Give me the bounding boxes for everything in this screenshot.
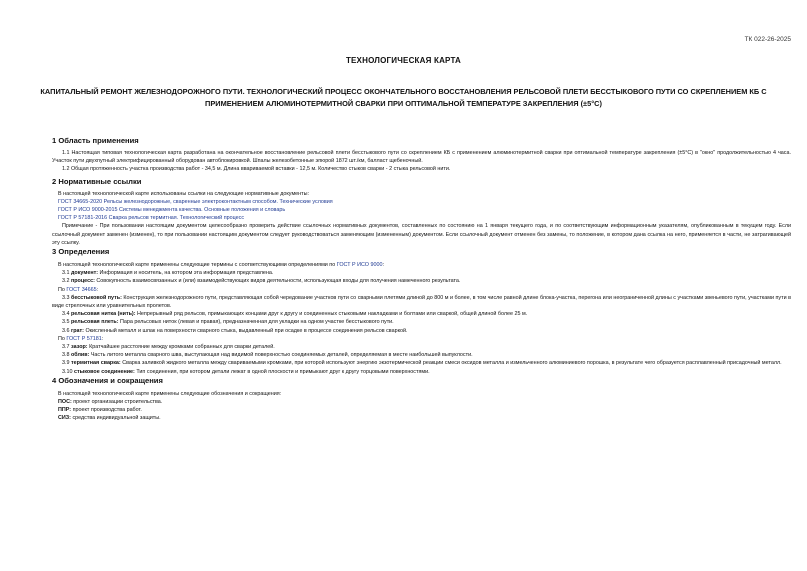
definition-text: Информация и носитель, на котором эта информация представлена. <box>99 270 274 277</box>
definition-number: 3.6 <box>62 327 70 334</box>
section-4-heading: 4 Обозначения и сокращения <box>52 375 163 385</box>
reference-link-gost-34665[interactable]: ГОСТ 34665-2020 Рельсы железнодорожные, сваренные электроконтактным способом. Технические условия <box>58 198 333 205</box>
definition-number: 3.5 <box>62 319 70 326</box>
definition-term: рельсовая плеть: <box>71 319 119 326</box>
definition-number: 3.1 <box>62 270 70 277</box>
abbreviation-ppr <box>52 406 791 414</box>
section-2-note: Примечание - При пользовании настоящим документом целесообразно проверить действие ссылочных нормативных документов, составленных по состоянию на 1 января текущего года, и по соответствующим информационным указателям, опубликованным в текущем году. Если ссылочный документ заменен (изменен), то при пользовании настоящим документом следует руководствоваться заменяющим (измененным) документом. Если ссылочный документ отменен без замены, то положение, в котором дана ссылка на него, применяется в части, не затрагивающей эту ссылку. <box>52 223 791 246</box>
abbreviation-pos <box>52 398 791 406</box>
section-3-intro <box>52 261 791 269</box>
abbreviation-term: ПОС: <box>58 399 72 406</box>
definition-source-gost-57181 <box>52 335 791 343</box>
definition-term: рельсовая нитка (нить): <box>71 311 136 318</box>
definition-3-10 <box>52 368 791 376</box>
definition-text: Сварка заливкой жидкого металла между свариваемыми кромками, при которой используют энергию экзотермической реакции смеси оксидов металла и измельченного алюминиевого порошка, в результате чего образуется расплавленный присадочный металл. <box>122 360 782 367</box>
document-content <box>52 136 791 423</box>
abbreviation-text: проект производства работ. <box>72 407 142 414</box>
definition-number: 3.9 <box>62 360 70 367</box>
definition-text: Кратчайшее расстояние между кромками собранных для сварки деталей. <box>89 344 275 351</box>
abbreviation-term: СИЗ: <box>58 415 71 422</box>
definition-term: бесстыковой путь: <box>71 294 122 301</box>
definition-term: зазор: <box>71 344 88 351</box>
document-main-title: КАПИТАЛЬНЫЙ РЕМОНТ ЖЕЛЕЗНОДОРОЖНОГО ПУТИ. ТЕХНОЛОГИЧЕСКИЙ ПРОЦЕСС ОКОНЧАТЕЛЬНОГО ВОССТАНОВЛЕНИЯ РЕЛЬСОВОЙ ПЛЕТИ БЕССТЫКОВОГО ПУТИ СО СКРЕПЛЕНИЕМ КБ С ПРИМЕНЕНИЕМ АЛЮМИНОТЕРМИТНОЙ СВАРКИ ПРИ ОПТИМАЛЬНОЙ ТЕМПЕРАТУРЕ ЗАКРЕПЛЕНИЯ (±5°С) <box>40 87 767 108</box>
definition-3-4 <box>52 310 791 318</box>
definition-number: 3.3 <box>62 294 70 301</box>
section-3-intro-text: В настоящей технологической карте применены следующие термины с соответствующими определениями по <box>58 262 336 269</box>
document-title: ТЕХНОЛОГИЧЕСКАЯ КАРТА <box>345 56 462 65</box>
definition-source-link-iso-9000[interactable]: ГОСТ Р ИСО 9000 <box>336 262 383 269</box>
definition-number: 3.10 <box>62 368 73 375</box>
reference-link-gost-iso-9000[interactable]: ГОСТ Р ИСО 9000-2015 Системы менеджмента качества. Основные положения и словарь <box>58 207 286 214</box>
definition-source-link-gost-57181[interactable]: ГОСТ Р 57181 <box>66 335 102 342</box>
definition-number: 3.2 <box>62 278 70 285</box>
paragraph-1-2: 1.2 Общая протяженность участка производства работ - 34,5 м. Длина ввариваемой вставки - 12,5 м. Количество стыков сварки - 2 стыка рельсовой нити. <box>62 166 451 173</box>
definition-source-prefix: По <box>58 335 65 342</box>
definition-text: Непрерывный ряд рельсов, примыкающих концами друг к другу и соединенных стыковыми накладками и болтами или сваркой, общей длиной более 25 м. <box>137 311 528 318</box>
definition-source-colon: : <box>96 286 99 293</box>
paragraph-1-1: 1.1 Настоящая типовая технологическая карта разработана на окончательное восстановление рельсовой плети бесстыкового пути со скреплением КБ с применением алюминотермитной сварки при оптимальной температуре закрепления (±5°С) в "окно" продолжительностью 4 часа. Участок пути двухпутный электрифицированный оборудован автоблокировкой. Шпалы железобетонные эпюрой 1872 шт./км, балласт щебеночный. <box>52 150 791 165</box>
definition-3-6 <box>52 327 791 335</box>
definition-3-3 <box>52 294 791 310</box>
section-4-intro: В настоящей технологической карте применены следующие обозначения и сокращения: <box>58 390 282 397</box>
definition-text: Совокупность взаимосвязанных и (или) взаимодействующих видов деятельности, использующая входы для получения намеченного результата. <box>96 278 461 285</box>
definition-term: грат: <box>71 327 84 334</box>
definition-3-9 <box>52 359 791 367</box>
definition-3-2 <box>52 277 791 285</box>
definition-term: процесс: <box>71 278 95 285</box>
definition-text: Часть литого металла сварного шва, выступающая над видимой поверхностью соединяемых деталей, определяемая в месте наибольшей выпуклости. <box>90 352 473 359</box>
section-3-intro-colon: : <box>382 262 384 269</box>
definition-number: 3.4 <box>62 311 70 318</box>
definition-text: Тип соединения, при котором детали лежат в одной плоскости и примыкают друг к другу торцовыми поверхностями. <box>136 368 430 375</box>
definition-source-prefix: По <box>58 286 65 293</box>
definition-source-link-gost-34665[interactable]: ГОСТ 34665 <box>66 286 97 293</box>
definition-text: Пара рельсовых ниток (левая и правая), предназначенная для укладки на одном участке бесстыкового пути. <box>120 319 394 326</box>
definition-term: облив: <box>71 352 90 359</box>
definition-3-8 <box>52 351 791 359</box>
abbreviation-term: ППР: <box>58 407 72 414</box>
section-2-heading: 2 Нормативные ссылки <box>52 176 142 186</box>
definition-text: Окисленный металл и шлак на поверхности сварного стыка, выдавленный при осадке в процессе соединения рельсов сваркой. <box>85 327 408 334</box>
reference-link-gost-57181[interactable]: ГОСТ Р 57181-2016 Сварка рельсов термитная. Технологический процесс <box>58 215 245 222</box>
definition-term: документ: <box>71 270 99 277</box>
abbreviation-text: средства индивидуальной защиты. <box>72 415 161 422</box>
definition-source-colon: : <box>101 335 104 342</box>
abbreviation-text: проект организации строительства. <box>73 399 163 406</box>
section-2-intro: В настоящей технологической карте использованы ссылки на следующие нормативные документы: <box>58 190 309 197</box>
definition-number: 3.8 <box>62 352 70 359</box>
definition-3-5 <box>52 318 791 326</box>
definition-term: термитная сварка: <box>71 360 121 367</box>
abbreviation-siz <box>52 414 791 422</box>
document-code: ТК 022-26-2025 <box>744 36 791 43</box>
definition-source-gost-34665 <box>52 286 791 294</box>
section-3-heading: 3 Определения <box>52 247 110 257</box>
definition-3-1 <box>52 269 791 277</box>
definition-number: 3.7 <box>62 344 70 351</box>
definition-3-7 <box>52 343 791 351</box>
definition-text: Конструкция железнодорожного пути, представляющая собой чередование участков пути со сварными плетями длиной до 800 м и более, в том числе равной длине блока-участка, перегона или неограниченной длины с участками звеньевого пути, участками пути в виде стрелочных или уравнительных пролетов. <box>52 294 791 310</box>
section-1-heading: 1 Область применения <box>52 136 139 145</box>
definition-term: стыковое соединение: <box>74 368 135 375</box>
